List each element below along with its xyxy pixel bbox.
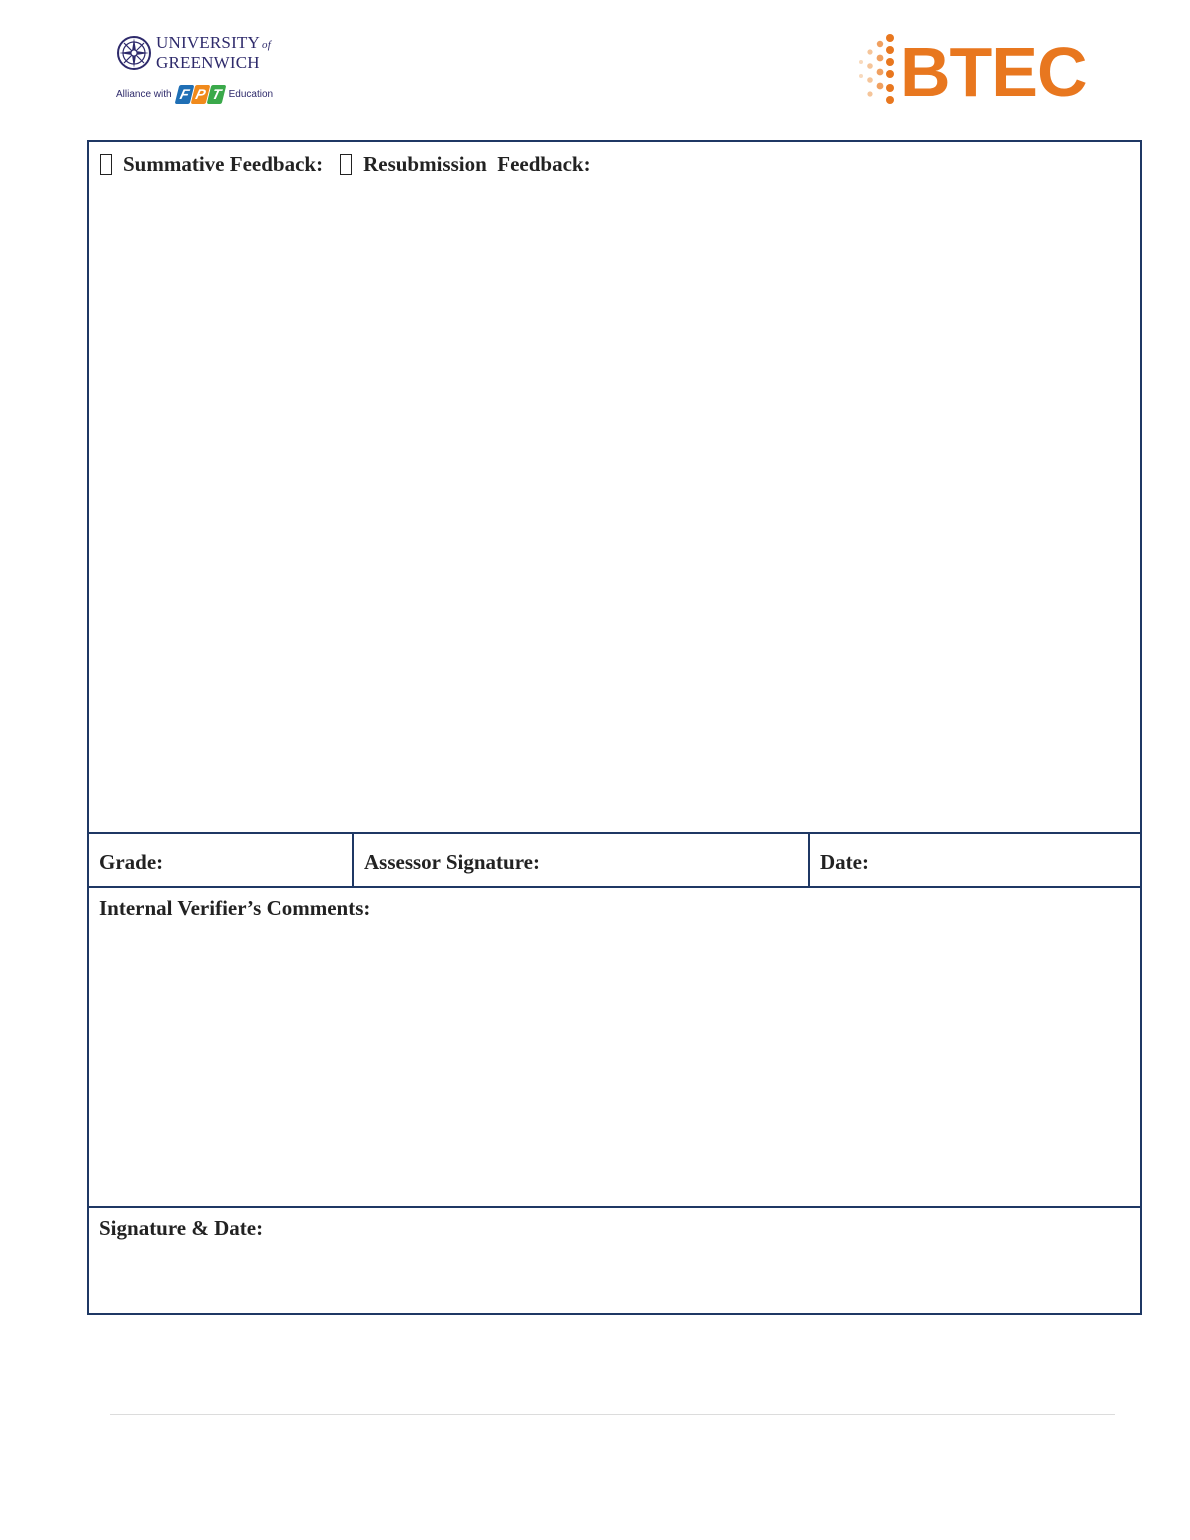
date-cell[interactable]: [810, 834, 1140, 886]
university-of-greenwich-logo: [116, 34, 286, 120]
assessor-signature-cell[interactable]: [354, 834, 810, 886]
fpt-logo: [177, 85, 225, 104]
grade-cell[interactable]: [89, 834, 354, 886]
university-line2: GREENWICH: [156, 53, 260, 72]
university-name: [156, 34, 271, 71]
fpt-letter-t: T: [206, 85, 226, 104]
fpt-alliance-line: [116, 85, 286, 104]
university-line1: UNIVERSITY: [156, 33, 260, 52]
feedback-type-line: [100, 152, 591, 177]
summative-feedback-label: Summative Feedback:: [123, 152, 324, 176]
footer-divider: [110, 1414, 1115, 1415]
fpt-letter-f: F: [174, 85, 194, 104]
resubmission-feedback-label: Resubmission Feedback:: [363, 152, 591, 176]
feedback-section[interactable]: [89, 142, 1140, 832]
summative-feedback-checkbox[interactable]: [100, 154, 112, 175]
btec-logo: [856, 32, 1094, 111]
internal-verifier-section[interactable]: [89, 886, 1140, 1206]
grade-label: Grade:: [99, 850, 164, 874]
grade-row: [89, 832, 1140, 886]
btec-dots-icon: [856, 32, 906, 108]
resubmission-feedback-checkbox[interactable]: [340, 154, 352, 175]
signature-date-section[interactable]: [89, 1206, 1140, 1313]
alliance-label: Alliance with: [116, 89, 172, 100]
university-of: of: [262, 39, 271, 51]
date-label: Date:: [820, 850, 869, 874]
feedback-form-table: [87, 140, 1142, 1315]
fpt-letter-p: P: [190, 85, 210, 104]
signature-date-label: Signature & Date:: [99, 1216, 264, 1240]
internal-verifier-label: Internal Verifier’s Comments:: [99, 896, 371, 920]
btec-wordmark: BTEC: [900, 33, 1087, 111]
university-crest-icon: [116, 35, 152, 71]
education-label: Education: [228, 89, 274, 100]
uog-logo-top: [116, 34, 286, 71]
assessor-signature-label: Assessor Signature:: [364, 850, 540, 874]
